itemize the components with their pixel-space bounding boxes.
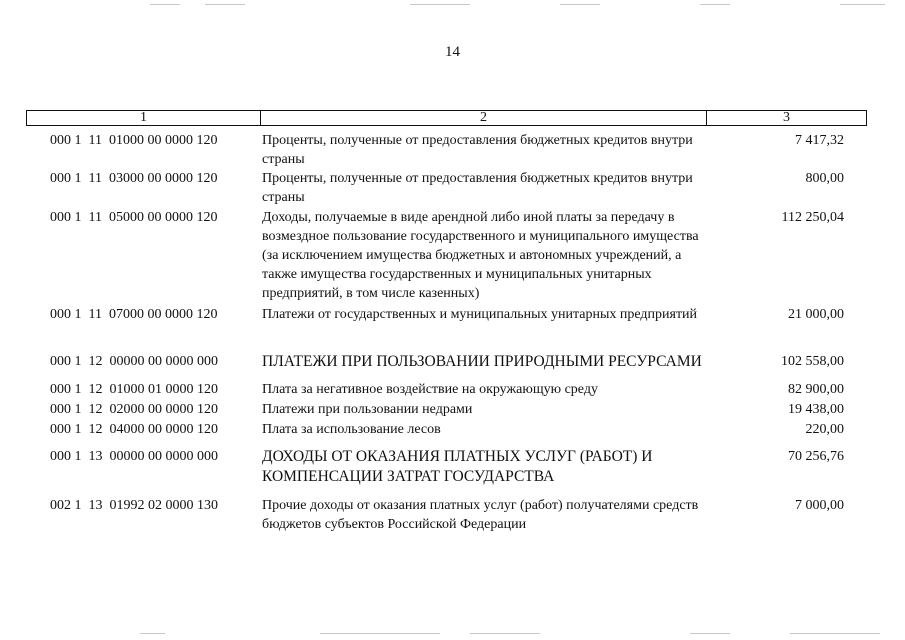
row-code: 000 1 12 04000 00 0000 120	[50, 422, 218, 437]
row-amount: 7 417,32	[795, 133, 844, 148]
scan-artifact-bottom	[0, 633, 905, 635]
row-code: 000 1 11 01000 00 0000 120	[50, 133, 218, 148]
row-description: Доходы, получаемые в виде арендной либо иной платы за передачу в возмездное пользование государственного и муниципального имущества (за исключением имущества бюджетных и автономных учреждений, а также имущества государственных и муниципальных унитарных предприятий, в том числе казенных)	[262, 210, 699, 301]
header-col-1: 1	[27, 111, 261, 125]
row-description: Проценты, полученные от предоставления бюджетных кредитов внутри страны	[262, 133, 693, 167]
row-description: ДОХОДЫ ОТ ОКАЗАНИЯ ПЛАТНЫХ УСЛУГ (РАБОТ) И КОМПЕНСАЦИИ ЗАТРАТ ГОСУДАРСТВА	[262, 448, 653, 485]
page-number: 14	[445, 44, 460, 60]
table-header	[26, 110, 867, 126]
row-amount: 112 250,04	[781, 210, 844, 225]
row-code: 000 1 12 02000 00 0000 120	[50, 402, 218, 417]
row-code: 000 1 12 01000 01 0000 120	[50, 382, 218, 397]
header-col-2: 2	[261, 111, 707, 125]
row-description: Платежи от государственных и муниципальных унитарных предприятий	[262, 307, 698, 322]
row-description: Плата за негативное воздействие на окружающую среду	[262, 382, 598, 397]
row-amount: 82 900,00	[788, 382, 844, 397]
row-amount: 102 558,00	[781, 354, 844, 369]
row-code: 000 1 11 03000 00 0000 120	[50, 171, 218, 186]
row-description: Прочие доходы от оказания платных услуг (работ) получателями средств бюджетов субъектов Российской Федерации	[262, 498, 699, 532]
row-code: 000 1 11 07000 00 0000 120	[50, 307, 218, 322]
row-code: 000 1 13 00000 00 0000 000	[50, 449, 218, 464]
row-description: Проценты, полученные от предоставления бюджетных кредитов внутри страны	[262, 171, 693, 205]
row-code: 002 1 13 01992 02 0000 130	[50, 498, 218, 513]
row-code: 000 1 12 00000 00 0000 000	[50, 354, 218, 369]
scan-artifact-top	[0, 4, 905, 6]
row-amount: 800,00	[805, 171, 844, 186]
row-amount: 70 256,76	[788, 449, 844, 464]
row-description: Платежи при пользовании недрами	[262, 402, 473, 417]
row-code: 000 1 11 05000 00 0000 120	[50, 210, 218, 225]
row-amount: 7 000,00	[795, 498, 844, 513]
row-amount: 21 000,00	[788, 307, 844, 322]
row-description: ПЛАТЕЖИ ПРИ ПОЛЬЗОВАНИИ ПРИРОДНЫМИ РЕСУРСАМИ	[262, 353, 702, 370]
row-description: Плата за использование лесов	[262, 422, 441, 437]
header-col-3: 3	[783, 110, 790, 125]
row-amount: 19 438,00	[788, 402, 844, 417]
row-amount: 220,00	[805, 422, 844, 437]
